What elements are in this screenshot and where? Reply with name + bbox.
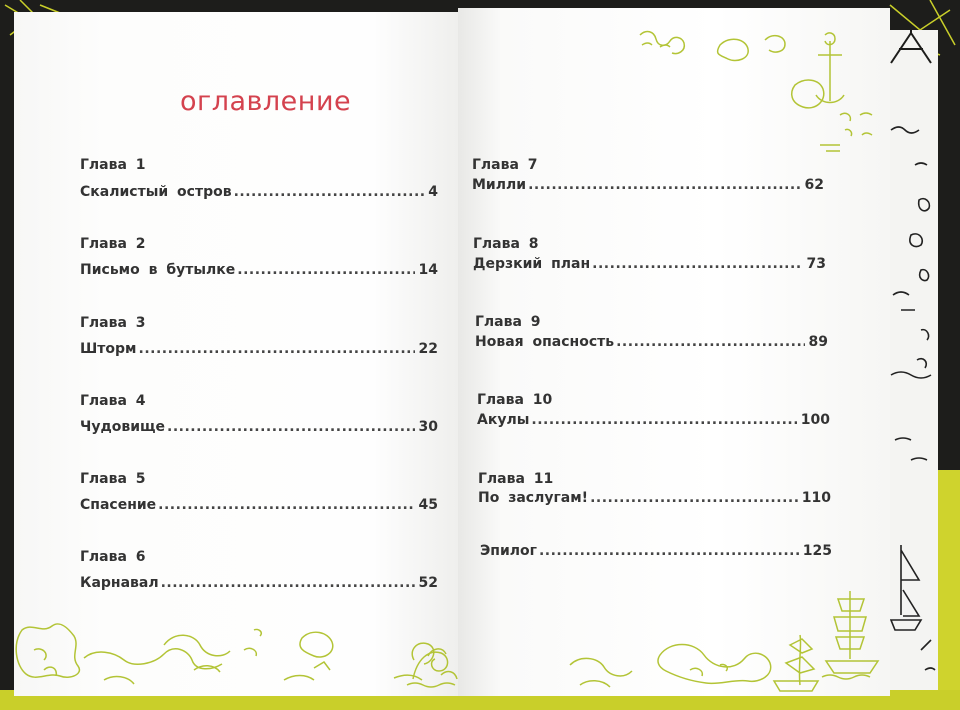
chapter-label: Глава 6 bbox=[80, 549, 146, 565]
chapter-title: Чудовище bbox=[80, 419, 166, 435]
ship-icon bbox=[820, 585, 890, 680]
dot-leader bbox=[531, 412, 796, 428]
chapter-label: Глава 9 bbox=[475, 314, 541, 330]
chapter-title: По заслугам! bbox=[478, 490, 589, 506]
toc-entry[interactable] bbox=[475, 334, 828, 350]
chapter-title: Эпилог bbox=[480, 543, 537, 559]
chapter-title: Скалистый остров bbox=[80, 184, 232, 200]
toc-entry[interactable] bbox=[80, 184, 438, 200]
page-number: 30 bbox=[418, 419, 438, 435]
chapter-label: Глава 3 bbox=[80, 315, 146, 331]
chapter-label: Глава 1 bbox=[80, 157, 146, 173]
chapter-label: Глава 7 bbox=[472, 157, 538, 173]
page-number: 22 bbox=[418, 341, 438, 357]
ship-icon bbox=[885, 25, 940, 70]
toc-entry[interactable] bbox=[80, 341, 438, 357]
toc-entry[interactable] bbox=[473, 256, 826, 272]
mermaid-anchor-icon bbox=[630, 15, 885, 165]
chapter-title: Карнавал bbox=[80, 575, 159, 591]
sea-monster-icon bbox=[405, 635, 465, 690]
toc-entry[interactable] bbox=[478, 490, 831, 506]
dot-leader bbox=[161, 575, 415, 591]
page-number: 73 bbox=[806, 256, 826, 272]
toc-entry[interactable] bbox=[80, 419, 438, 435]
toc-entry[interactable] bbox=[80, 497, 438, 513]
page-number: 62 bbox=[804, 177, 824, 193]
dot-leader bbox=[158, 497, 414, 513]
page-number: 89 bbox=[808, 334, 828, 350]
toc-title: оглавление bbox=[180, 86, 352, 117]
page-number: 52 bbox=[418, 575, 438, 591]
dot-leader bbox=[590, 490, 798, 506]
toc-entry[interactable] bbox=[80, 575, 438, 591]
dot-leader bbox=[528, 177, 800, 193]
dot-leader bbox=[539, 543, 799, 559]
dot-leader bbox=[139, 341, 415, 357]
toc-entry[interactable] bbox=[80, 262, 438, 278]
toc-entry[interactable] bbox=[472, 177, 824, 193]
page-number: 110 bbox=[801, 490, 831, 506]
dot-leader bbox=[592, 256, 802, 272]
chapter-title: Дерзкий план bbox=[473, 256, 591, 272]
dot-leader bbox=[616, 334, 804, 350]
chapter-title: Спасение bbox=[80, 497, 157, 513]
dot-leader bbox=[237, 262, 414, 278]
toc-entry[interactable] bbox=[477, 412, 830, 428]
chapter-title: Письмо в бутылке bbox=[80, 262, 236, 278]
page-number: 125 bbox=[802, 543, 832, 559]
chapter-label: Глава 4 bbox=[80, 393, 146, 409]
page-number: 14 bbox=[418, 262, 438, 278]
chapter-title: Новая опасность bbox=[475, 334, 615, 350]
dot-leader bbox=[234, 184, 425, 200]
toc-entry-epilogue[interactable] bbox=[480, 543, 832, 559]
page-number: 4 bbox=[428, 184, 438, 200]
chapter-label: Глава 2 bbox=[80, 236, 146, 252]
chapter-label: Глава 10 bbox=[477, 392, 553, 408]
chapter-title: Акулы bbox=[477, 412, 530, 428]
page-number: 45 bbox=[418, 497, 438, 513]
chapter-title: Милли bbox=[472, 177, 527, 193]
island-map-icon bbox=[14, 590, 459, 696]
chapter-label: Глава 5 bbox=[80, 471, 146, 487]
dot-leader bbox=[167, 419, 415, 435]
page-number: 100 bbox=[800, 412, 830, 428]
chapter-label: Глава 8 bbox=[473, 236, 539, 252]
chapter-title: Шторм bbox=[80, 341, 137, 357]
chapter-label: Глава 11 bbox=[478, 471, 554, 487]
